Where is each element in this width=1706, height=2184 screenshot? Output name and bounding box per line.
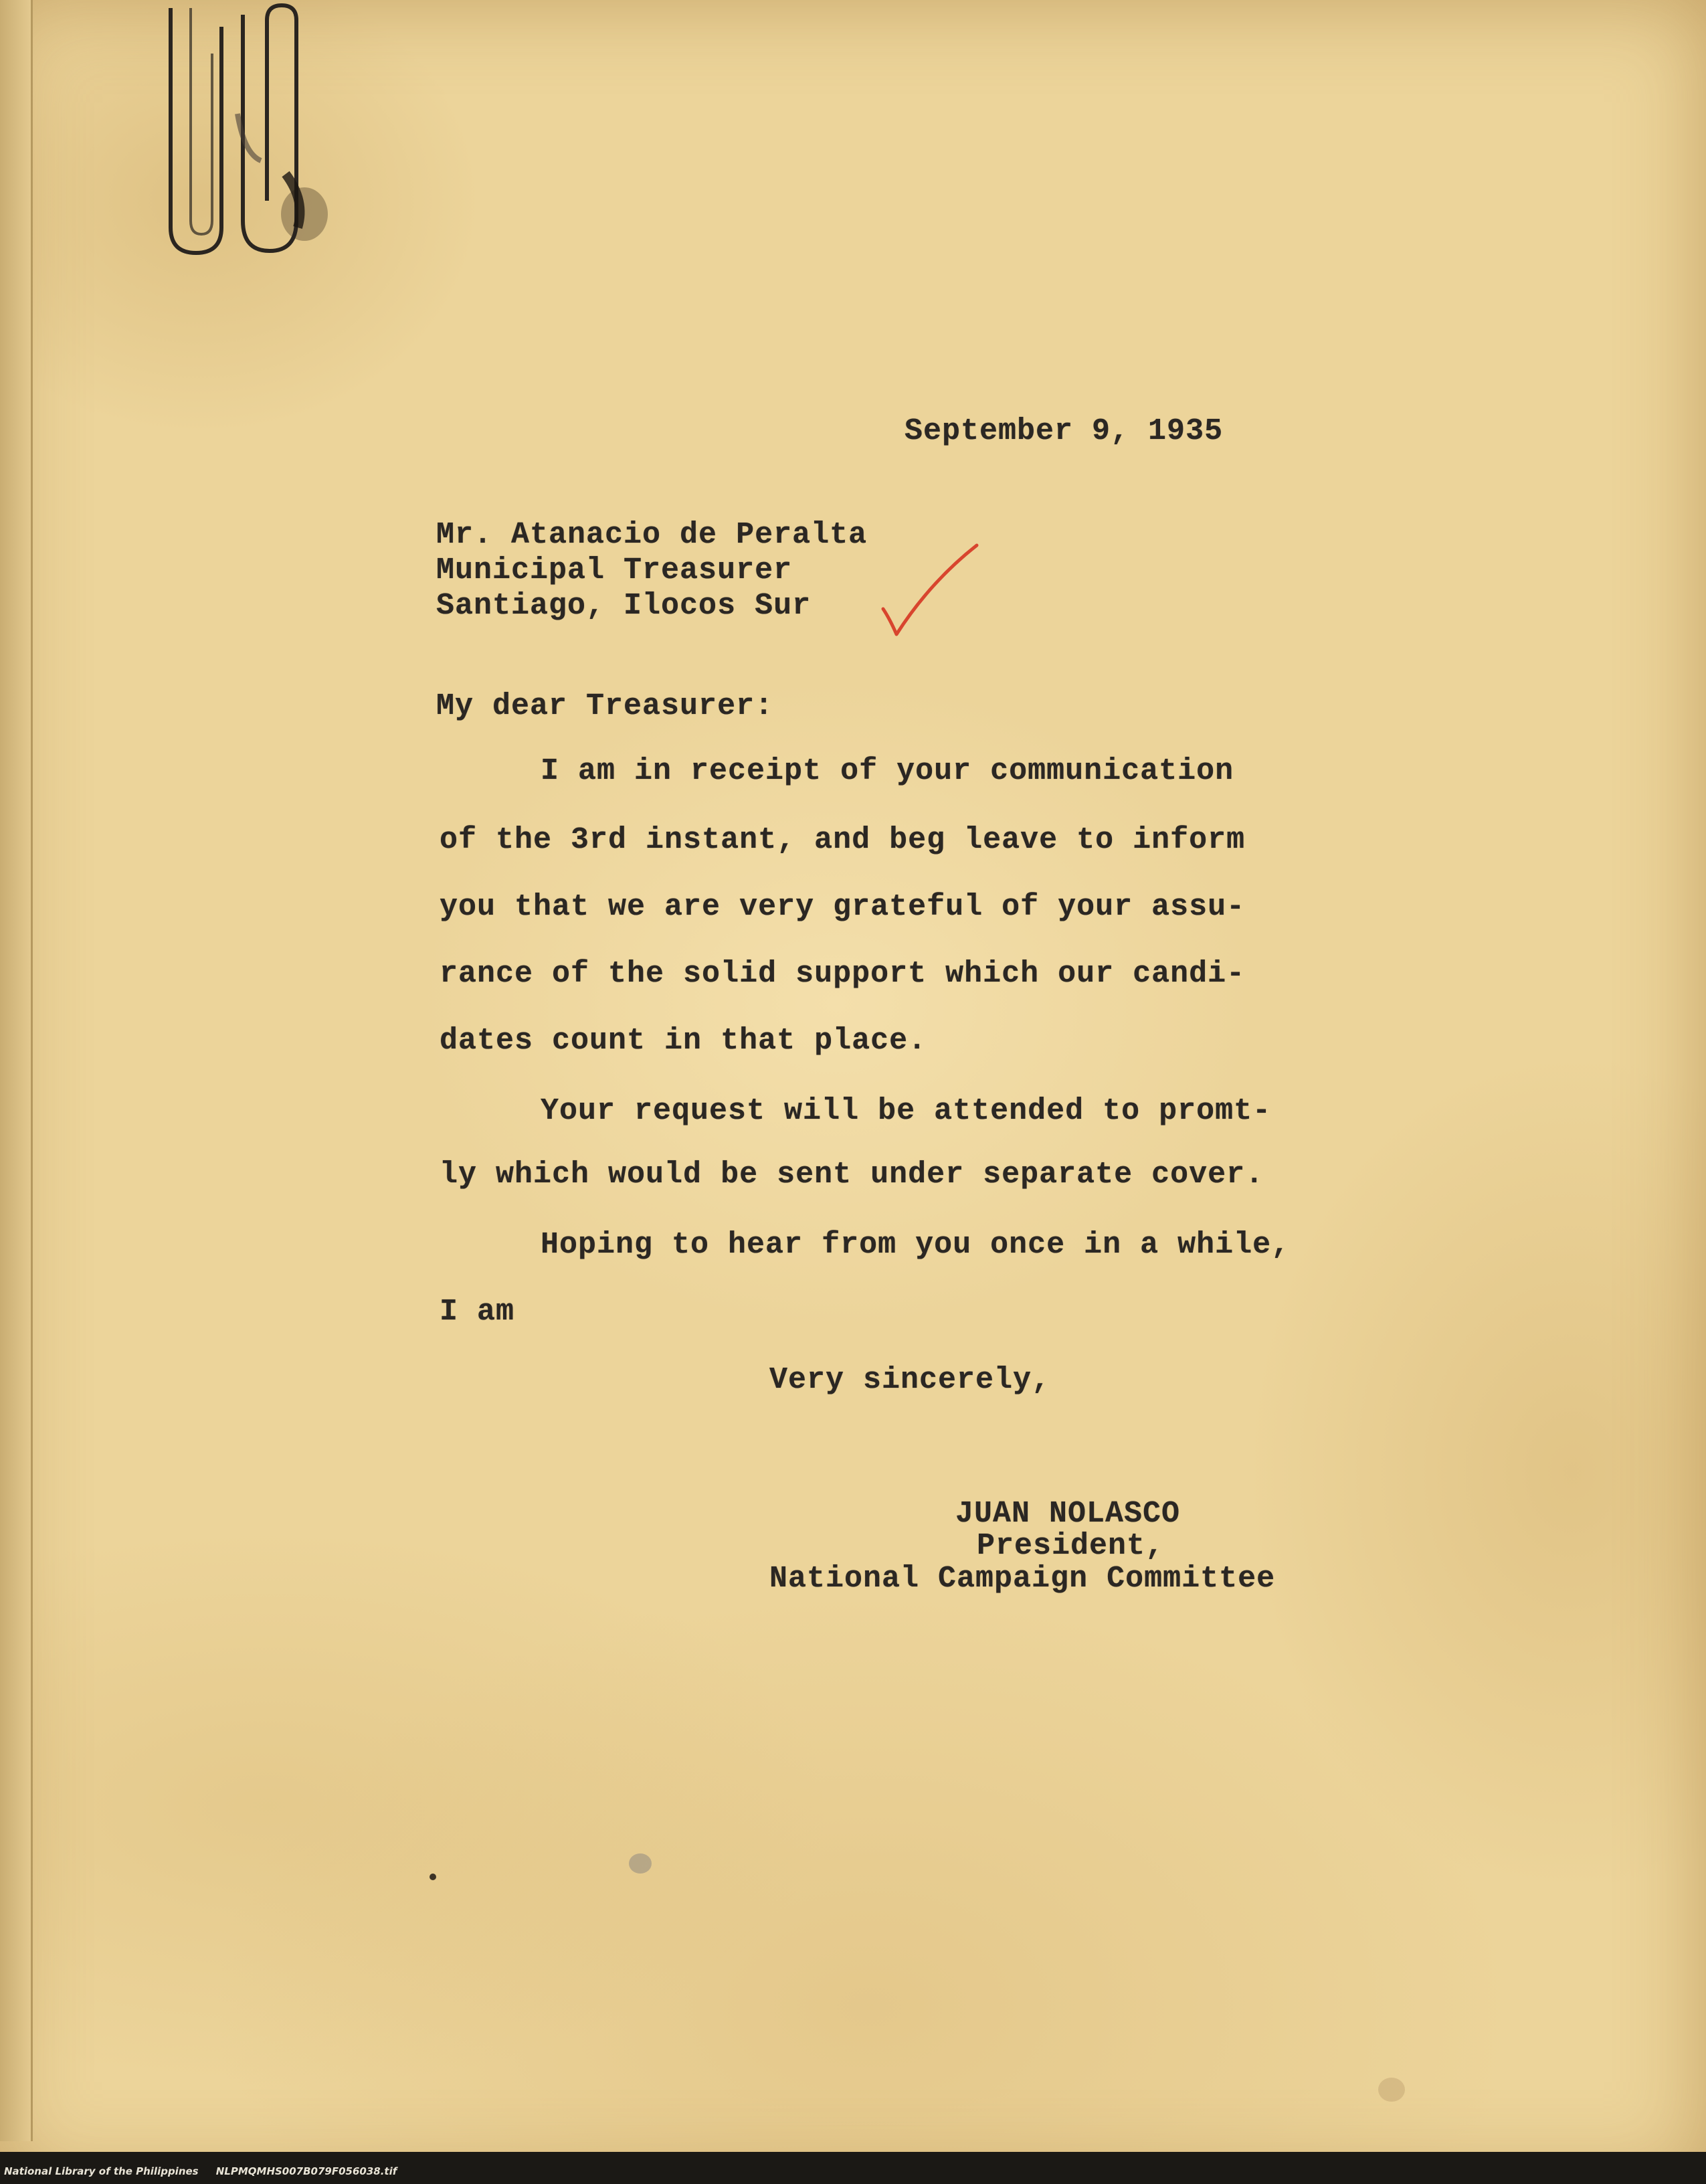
ink-dot xyxy=(430,1874,436,1880)
paper-spot xyxy=(1378,2078,1405,2102)
salutation: My dear Treasurer: xyxy=(436,689,774,723)
signer-organization: National Campaign Committee xyxy=(769,1562,1276,1596)
body-line-9: I am xyxy=(440,1295,515,1329)
body-line-1: I am in receipt of your communication xyxy=(541,754,1234,788)
archive-footer xyxy=(0,2152,1706,2184)
archive-caption xyxy=(4,2165,397,2177)
recipient-place: Santiago, Ilocos Sur xyxy=(436,589,812,623)
body-line-6: Your request will be attended to promt- xyxy=(541,1094,1272,1128)
body-line-3: you that we are very grateful of your assu- xyxy=(440,890,1246,924)
paper-left-edge xyxy=(0,0,33,2141)
recipient-name: Mr. Atanacio de Peralta xyxy=(436,518,868,552)
checkmark-icon xyxy=(870,535,990,649)
paperclip-mark xyxy=(137,0,338,268)
body-line-5: dates count in that place. xyxy=(440,1024,927,1058)
body-line-4: rance of the solid support which our candi- xyxy=(440,957,1246,991)
library-name: National Library of the Philippines xyxy=(4,2165,199,2177)
body-line-2: of the 3rd instant, and beg leave to inform xyxy=(440,823,1246,857)
body-line-8: Hoping to hear from you once in a while, xyxy=(541,1228,1291,1262)
ink-stain xyxy=(629,1853,652,1874)
body-line-7: ly which would be sent under separate cover. xyxy=(440,1158,1264,1192)
signer-title: President, xyxy=(977,1529,1165,1563)
letter-date: September 9, 1935 xyxy=(905,414,1224,448)
file-id: NLPMQMHS007B079F056038.tif xyxy=(215,2165,397,2177)
closing: Very sincerely, xyxy=(769,1363,1051,1397)
signer-name: JUAN NOLASCO xyxy=(955,1497,1181,1531)
recipient-title: Municipal Treasurer xyxy=(436,553,793,587)
